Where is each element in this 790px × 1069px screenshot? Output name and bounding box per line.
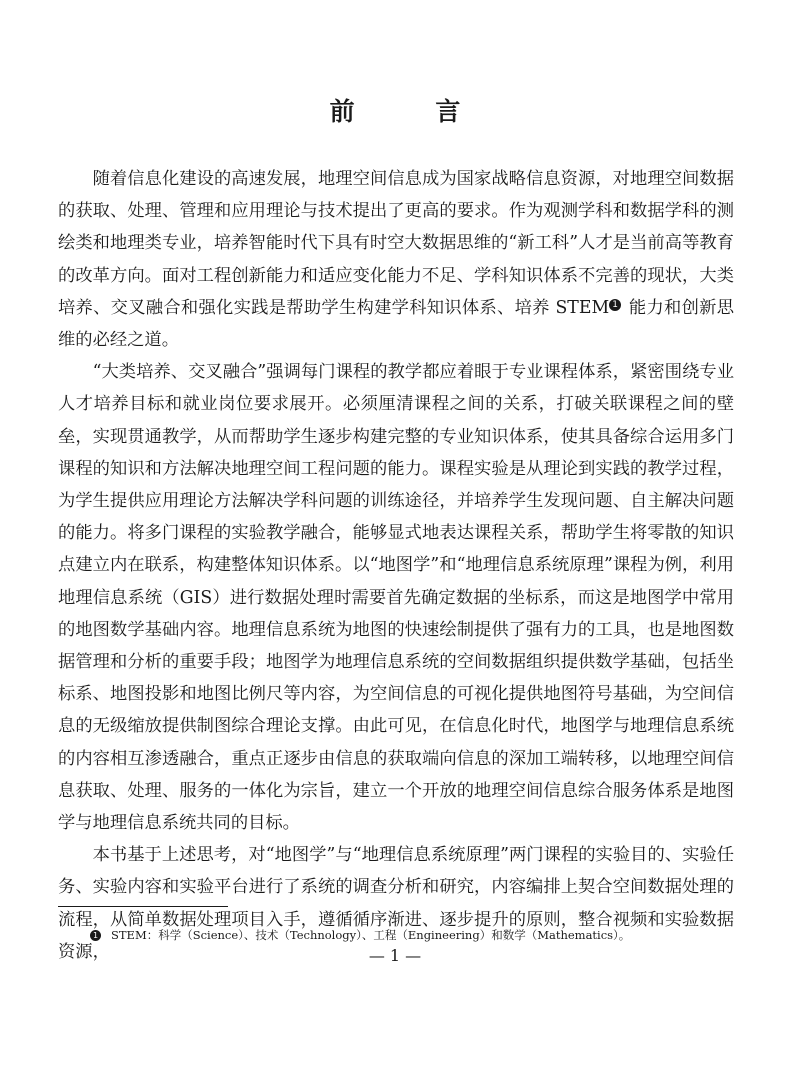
paragraph-1-text: 随着信息化建设的高速发展，地理空间信息成为国家战略信息资源，对地理空间数据的获取、处理、管理和应用理论与技术提出了更高的要求。作为观测学科和数据学科的测绘类和地理类专业，培养智能时代下具有时空大数据思维的“新工科”人才是当前高等教育的改革方向。面对工程创新能力和适应变化能力不足、学科知识体系不完善的现状，大类培养、交叉融合和强化实践是帮助学生构建学科知识体系、培养 STEM	[58, 169, 734, 318]
page-number: — 1 —	[368, 946, 422, 965]
paragraph-1-text-end: 能力和创新思维的必经之道。	[58, 297, 734, 351]
paragraph-2: “大类培养、交叉融合”强调每门课程的教学都应着眼于专业课程体系，紧密围绕专业人才培养目标和就业岗位要求展开。必须厘清课程之间的关系，打破关联课程之间的壁垒，实现贯通教学，从而帮助学生逐步构建完整的专业知识体系，使其具备综合运用多门课程的知识和方法解决地理空间工程问题的能力。课程实验是从理论到实践的教学过程，为学生提供应用理论方法解决学科问题的训练途径，并培养学生发现问题、自主解决问题的能力。将多门课程的实验教学融合，能够显式地表达课程关系，帮助学生将零散的知识点建立内在联系，构建整体知识体系。以“地图学”和“地理信息系统原理”课程为例，利用地理信息系统（GIS）进行数据处理时需要首先确定数据的坐标系，而这是地图学中常用的地图数学基础内容。地理信息系统为地图的快速绘制提供了强有力的工具，也是地图数据管理和分析的重要手段；地图学为地理信息系统的空间数据组织提供数学基础，包括坐标系、地图投影和地图比例尺等内容，为空间信息的可视化提供地图符号基础，为空间信息的无级缩放提供制图综合理论支撑。由此可见，在信息化时代，地图学与地理信息系统的内容相互渗透融合，重点正逐步由信息的获取端向信息的深加工端转移，以地理空间信息获取、处理、服务的一体化为宗旨，建立一个开放的地理空间信息综合服务体系是地图学与地理信息系统共同的目标。	[58, 362, 734, 834]
footnote-text: STEM：科学（Science）、技术（Technology）、工程（Engineering）和数学（Mathematics）。	[111, 928, 631, 942]
footnote-marker: 1	[90, 930, 101, 941]
body-text	[58, 163, 734, 968]
footnote	[90, 927, 750, 943]
footnote-divider	[58, 906, 228, 907]
paragraph-3: 本书基于上述思考，对“地图学”与“地理信息系统原理”两门课程的实验目的、实验任务、实验内容和实验平台进行了系统的调查分析和研究，内容编排上契合空间数据处理的流程，从简单数据处理项目入手，遵循循序渐进、逐步提升的原则，整合视频和实验数据资源，	[58, 845, 734, 962]
page-title: 前 言	[329, 97, 497, 126]
paragraph-1	[58, 163, 734, 356]
footnote-ref-marker[interactable]: 1	[609, 299, 621, 311]
